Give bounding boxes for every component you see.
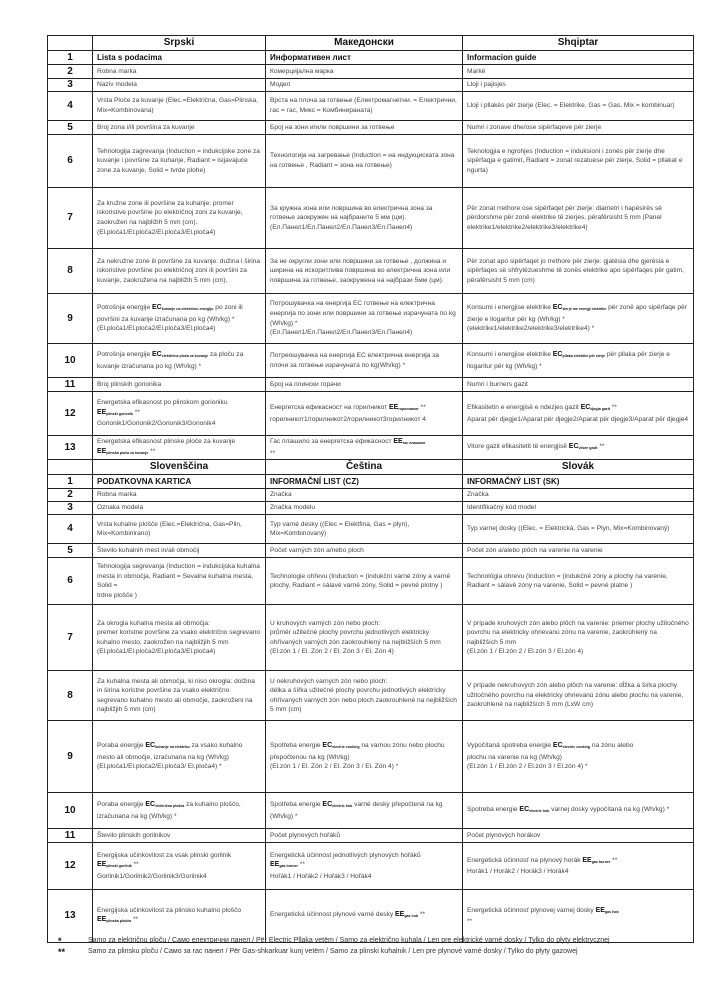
energy-symbol-subscript: zierje me energji elektrike (562, 307, 607, 312)
table-row (48, 135, 694, 188)
table-cell: Модел (266, 79, 463, 92)
row-number: 9 (48, 721, 93, 793)
cell-text: varné desky přepočtená na kg (Wh/kg) * (270, 801, 443, 820)
table-cell: PODATKOVNA KARTICA (93, 475, 266, 489)
table-cell (266, 392, 463, 436)
language-header: Čeština (266, 460, 463, 475)
cell-text: Konsumi i energjise elektrike (467, 304, 553, 312)
cell-text: ** Horák1 / Horák2 / Horák3 / Horák4 (467, 856, 618, 876)
table-row (48, 544, 694, 558)
cell-text: ** (597, 442, 605, 450)
footnote-double-asterisk (52, 947, 692, 957)
language-header: Slovenščina (93, 460, 266, 475)
table-row (48, 721, 694, 793)
row-number: 5 (48, 544, 93, 558)
table-cell: Broj zona i/ili površina za kuvanje (93, 121, 266, 135)
cell-text: Energetska efikasnost plinske ploče za kuvanje (97, 438, 236, 445)
energy-symbol: EC (322, 742, 333, 750)
table-row (48, 829, 694, 843)
table-cell: Typ varnej dosky ((Elec. = Elektrická, Gas = Plyn, Mix=Kombinovaný) (463, 515, 694, 544)
language-header: Srpski (93, 36, 266, 51)
table-cell: Информативен лист (266, 51, 463, 65)
table-row (48, 188, 694, 249)
energy-symbol-subscript: gas burner (591, 859, 611, 864)
table-cell: Število kuhalnih mest in/ali območij (93, 544, 266, 558)
cell-text: ** Aparat për djegje1/Aparat për djegje2/Aparat për djegje3/Aparat për djegje4 (467, 403, 689, 423)
table-cell (93, 890, 266, 943)
energy-symbol-subscript: električna plošča (155, 804, 185, 809)
energy-symbol-subscript: electric hob (529, 808, 550, 813)
cell-text: Spotřeba energie (270, 742, 323, 750)
table-cell: Број на зони и/или површини за готвење (266, 121, 463, 135)
table-cell: Technologie ohřevu (Induction = (indukční varné zóny a varné plochy, Radiant = sálavé varné zóny, Solid = pevné plotny ) (266, 558, 463, 605)
table-cell: Vrsta kuhalne plošče (Elec.=Električna, Gas=Plin, Mix=Kombinirano) (93, 515, 266, 544)
table-row (48, 92, 694, 121)
cell-text: Vypočítaná spotreba energie (467, 742, 553, 750)
cell-text: Poraba energije (97, 801, 146, 809)
table-cell: Za kružne zone ili površine za kuhanje: promer iskoristive površine po električnoj zoni za kuvanje, zaokružen na najbližih 5 mm (cm). (El.ploča1/El.ploča2/El.ploča3/El.ploča4) (93, 188, 266, 249)
table-cell: Број на плински горачи (266, 378, 463, 392)
table-cell (266, 890, 463, 943)
row-number: 4 (48, 515, 93, 544)
cell-text: ** горилникот1/горилникот2/горилникот3горилникот 4 (270, 403, 426, 423)
row-number: 1 (48, 51, 93, 65)
cell-text: Potrošnja energije (97, 350, 152, 358)
energy-symbol: EC (151, 304, 162, 312)
cell-text: Energetická účinnosť na plynový horák (467, 856, 583, 864)
table-cell: Markë (463, 65, 694, 79)
energy-symbol: EC (552, 742, 563, 750)
table-cell: U nekruhových varných zón nebo ploch: délka a šířka užitečné plochy povrchu jednotlivých elektricky ohřívaných varných zón nebo ploch zaokrouhlené na nejbližších 5 mm (cm) (266, 671, 463, 721)
cell-text: ** (467, 918, 473, 926)
language-header: Shqiptar (463, 36, 694, 51)
row-number: 12 (48, 392, 93, 436)
energy-symbol-subscript: горилникот (398, 406, 419, 411)
energy-symbol: EE (395, 911, 405, 919)
language-header-row (48, 36, 694, 51)
energy-symbol-subscript: gas hob (604, 909, 619, 914)
energy-symbol: EC (552, 350, 563, 358)
empty-header-cell (48, 36, 93, 51)
cell-text: ** Gorionik1/Gorionik2/Gorionik3/Gorionik4 (97, 408, 216, 428)
cell-text: ** (148, 447, 156, 455)
table-row (48, 558, 694, 605)
cell-text: Vitore gazit efikasitetit të energjisë (467, 442, 569, 450)
energy-symbol: EC (322, 801, 333, 809)
energy-symbol: EE (97, 447, 107, 455)
table-cell (463, 294, 694, 344)
cell-text: Energetická účinnost plynové varné desky (270, 911, 395, 919)
table-row (48, 121, 694, 135)
table-cell: INFORMAČNÝ LIST (SK) (463, 475, 694, 489)
cell-text: ** Gorilnik1/Gorilnik2/Gorilnik3/Gorilnik4 (97, 861, 207, 880)
product-info-table (47, 35, 694, 943)
cell-text: Energijska učinkovitost za plinsko kuhalno ploščo (97, 906, 242, 914)
row-number: 8 (48, 249, 93, 294)
table-row (48, 843, 694, 890)
row-number: 3 (48, 502, 93, 515)
table-cell (463, 843, 694, 890)
energy-symbol-subscript: plinski gorionik (106, 411, 133, 416)
cell-text: Energetická účinnosť plynovej varnej dosky (467, 906, 596, 914)
table-row (48, 605, 694, 671)
energy-symbol-subscript: gas hob (404, 914, 419, 919)
energy-symbol: EE (582, 856, 592, 864)
table-row (48, 793, 694, 829)
table-cell: Typ varné desky ((Elec = Elektfina, Gas = plyn), Mix=Kombinovaný) (266, 515, 463, 544)
energy-symbol: EE (97, 861, 107, 869)
cell-text: Energetická účinnost jednotlivých plynových hořáků (270, 851, 421, 859)
energy-symbol-subscript: гас плашило (402, 441, 426, 445)
table-row (48, 475, 694, 489)
table-cell: Oznaka modela (93, 502, 266, 515)
footnote-text: Samo za električnu ploču / Само електрични панел / Për Electric Pllaka vetëm / Samo za električno kuhala / Len pre elektrické varné dosky / Tylko do płyty elektrycznej (88, 937, 610, 944)
table-cell: Технологија на загревање (Induction = на индукциската зона на готвење , Radiant = зона на готвење) (266, 135, 463, 188)
energy-symbol: EE (97, 916, 107, 924)
table-row (48, 890, 694, 943)
cell-text: ** (418, 911, 426, 919)
table-cell: U kruhových varných zón nebo ploch: průměr užitečné plochy povrchu jednotlivých elektricky ohřívaných varných zón zaokrouhlený na nejbližších 5 mm (El.zón 1 / El. Zón 2 / El. Zón 3 / El. Zón 4) (266, 605, 463, 671)
energy-symbol: EC (580, 403, 591, 411)
table-cell: Lloji i pajisjes (463, 79, 694, 92)
cell-text: za ploču za kuvanje izračunana po kg (Wh/kg) * (97, 350, 244, 370)
energy-symbol-subscript: plinska ploča za kuvanje (106, 450, 149, 455)
table-cell: Informacion guide (463, 51, 694, 65)
row-number: 7 (48, 188, 93, 249)
table-cell: Počet zón a/alebo plôch na varenie na varenie (463, 544, 694, 558)
table-row (48, 344, 694, 378)
table-cell: V prípade nekruhových zón alebo plôch na varenie: dĺžka a šírka plochy užitočného povrchu na elektricky ohrievanú zónu alebo plochu na varenie, zaokrúhlené na najbližších 5 mm (LxW cm) (463, 671, 694, 721)
footnote-mark: * (58, 936, 62, 946)
cell-text: za kuhalno ploščo, izračunana na kg (Wh/kg) * (97, 801, 241, 820)
row-number: 11 (48, 829, 93, 843)
table-cell: Për zonat apo sipërfaqet jo rrethore për zierje: gjatësia dhe gjerësia e sipërfaqes së shfrytëzueshme të zonës elektrike apo sipërfaqes për gatim, përafërsisht 5 mm (cm) (463, 249, 694, 294)
table-cell: Vrsta Ploče za kuvanje (Elec.=Električna, Gas=Plinska, Mix=Kombinovana) (93, 92, 266, 121)
table-cell (463, 392, 694, 436)
cell-text: Spotřeba energie (270, 801, 323, 809)
footnote-text: Samo za plinsku ploču / Само за гас панел / Për Gas-shkarkuar kunj vetëm / Samo za plinski kuhalnik / Len pre plynové varné dosky / Tylko do płyty gazowej (88, 948, 578, 955)
row-number: 6 (48, 135, 93, 188)
table-cell: Za okrogla kuhalna mesta ali območja: premer koristne površine za vsako električno segrevano kuhalno mesto, zaokrožen na najbližjih 5 mm (El.ploča1/El.ploča2/El.ploča3/El.ploča4) (93, 605, 266, 671)
energy-symbol-subscript: kuhanje na elektriko (155, 745, 190, 750)
table-cell: Naziv modela (93, 79, 266, 92)
empty-header-cell (48, 460, 93, 475)
table-cell: Robna marka (93, 65, 266, 79)
table-cell: Število plinskih gorilnikov (93, 829, 266, 843)
table-cell: Za nekružne zone ili površine za kuvanje: dužina i širina iskoristive površine po električnoj zoni ili površini za kuvanje, zaokružena na najbližih 5 mm (cm). (93, 249, 266, 294)
cell-text: Energijska učinkovitost za vsak plinski gorilnik (97, 851, 232, 859)
energy-symbol-subscript: električna ploča za kuvanje (161, 353, 209, 358)
table-row (48, 294, 694, 344)
cell-text: për zonë apo sipërfaqe për zierje e llogaritur për kg (Wh/kg) * (elektrike1/elektrike2/elektrike3/elektrike4) * (467, 304, 687, 333)
energy-symbol-subscript: plinski gorilnik (106, 864, 132, 869)
energy-symbol-subscript: djegia gazit (590, 406, 610, 411)
energy-symbol: EC (151, 350, 162, 358)
row-number: 6 (48, 558, 93, 605)
table-cell: Numri i zonave dhe/ose sipërfaqeve për zierje (463, 121, 694, 135)
table-row (48, 502, 694, 515)
table-cell: За не округли зони или површини за готвење , должина и ширина на искоритлива површина во електрична зона или површина за готвење, заокружена на најбрази 5мм (цм). (266, 249, 463, 294)
table-cell: Tehnologija zagrevanja (Induction = indukcijske zone za kuvanje i površine za kuhanje, Radiant = isijavajuće zone za kuvanje, Solid = tvrde plohe) (93, 135, 266, 188)
row-number: 4 (48, 92, 93, 121)
row-number: 12 (48, 843, 93, 890)
cell-text: Energetska efikasnost po plinskom gorioniku (97, 399, 228, 407)
table-row (48, 671, 694, 721)
table-cell (463, 721, 694, 793)
energy-symbol: EC (519, 805, 530, 813)
table-cell (93, 436, 266, 460)
row-number: 10 (48, 344, 93, 378)
table-cell: Broj plinskih gorionika (93, 378, 266, 392)
table-cell: Za kuhalna mesta ali območja, ki niso okrogla: dolžina in širina koristne površine za vsako električno segrevano kuhalno mesto ali območje, zaokroženi na najbližjih 5 mm (cm) (93, 671, 266, 721)
cell-text: për pllaka për zierje e llogaritur për kg (Wh/kg) * (467, 350, 670, 370)
energy-symbol-subscript: electric cooking (332, 745, 360, 750)
table-row (48, 489, 694, 502)
table-cell: Numri i burners gazit (463, 378, 694, 392)
energy-symbol: EC (145, 801, 156, 809)
row-number: 2 (48, 65, 93, 79)
table-row (48, 378, 694, 392)
row-number: 5 (48, 121, 93, 135)
table-cell (93, 392, 266, 436)
energy-symbol: EC (145, 742, 156, 750)
row-number: 7 (48, 605, 93, 671)
table-cell: Lista s podacima (93, 51, 266, 65)
cell-text: za vsako kuhalno mesto ali območje, izračunana na kg (Wh/kg) (El.ploča1/El.ploča2/El.ploča3/ El.ploča4) * (97, 742, 243, 771)
energy-symbol-subscript: gas burner (279, 864, 298, 869)
table-row (48, 249, 694, 294)
cell-text: Енергетска ефикасност на горилникот (270, 403, 390, 411)
footnote-single-asterisk (52, 936, 692, 946)
table-cell: Počet plynových horákov (463, 829, 694, 843)
row-number: 13 (48, 436, 93, 460)
cell-text: varnej dosky vypočítaná na kg (Wh/kg) * (549, 805, 670, 813)
table-row (48, 392, 694, 436)
energy-symbol: EE (97, 408, 107, 416)
row-number: 9 (48, 294, 93, 344)
energy-symbol-subscript: pllaka elektrike për zierje (562, 353, 606, 358)
cell-text: Гас плашило за енергетска ефикасност (270, 438, 394, 445)
table-cell: Потреошувачка на енергија ЕС електрична енергија за плочи за готвење изрaчуната по kg(Wh/kg) * (266, 344, 463, 378)
footnote-mark: ** (58, 947, 66, 957)
table-cell: За кружна зона или површина во електрична зона за готвење заокружен на најбраните 5 мм (цм). (Ел.Панел1/Ел.Панел2/Ел.Панел3/Ел.Панел4) (266, 188, 463, 249)
table-cell (266, 793, 463, 829)
cell-text: Potrošnja energije (97, 304, 152, 312)
table-cell (93, 294, 266, 344)
table-cell: Počet plynových hořáků (266, 829, 463, 843)
table-cell: Врста на плоча за готвење (Електромагнетни. = Електрични, гас = гас, Микс = Комбинирaната) (266, 92, 463, 121)
table-cell: Комерцијална марка (266, 65, 463, 79)
table-cell (266, 843, 463, 890)
table-cell: INFORMAČNÍ LIST (CZ) (266, 475, 463, 489)
language-header-row (48, 460, 694, 475)
language-header: Македонски (266, 36, 463, 51)
row-number: 3 (48, 79, 93, 92)
table-cell: Lloji i pllakës për zierje (Elec. = Elektrike, Gas = Gas, Mix = kombinuar) (463, 92, 694, 121)
energy-symbol-subscript: electric cooking (562, 745, 591, 750)
table-row (48, 436, 694, 460)
row-number: 1 (48, 475, 93, 489)
energy-symbol: EE (393, 438, 403, 445)
table-cell (463, 436, 694, 460)
table-cell: Počet varných zón a/nebo ploch (266, 544, 463, 558)
cell-text: na zónu alebo plochu na varenie na kg (Wh/kg) (El.zón 1 / El.zón 2 / El.zón 3 / El.zón 4) * (467, 742, 634, 771)
table-row (48, 65, 694, 79)
energy-symbol: EE (595, 906, 605, 914)
table-cell (463, 793, 694, 829)
energy-symbol-subscript: vitore gazit (578, 445, 598, 450)
table-cell: Tehnologija segrevanja (Induction = indukcijska kuhalna mesta in območja, Radiant = Sevalna kuhalna mesta, Solid = trdne plošče ) (93, 558, 266, 605)
cell-text: ** (131, 916, 139, 924)
energy-symbol: EC (552, 304, 563, 312)
row-number: 2 (48, 489, 93, 502)
cell-text: ** (270, 449, 276, 457)
table-cell: V prípade kruhových zón alebo plôch na varenie: priemer plochy užitočného povrchu na elektricky ohrievanú zónu na varenie, zaokrúhlený na najbližších 5 mm (El.zón 1 / El.zón 2 / El.zón 3 / El.zón 4) (463, 605, 694, 671)
table-cell (266, 436, 463, 460)
table-cell: Потрошувачка на енергија ЕС готвење на електрична енергија по зони или површини за готвење изрaчуната по kg (Wh/kg) * (Ел.Панел1/Ел.Панел2/Ел.Панел3/Ел.Панел4) (266, 294, 463, 344)
cell-text: Efikasitetin e energjisë e ndezjes gazit (467, 403, 581, 411)
energy-symbol-subscript: electric hob (332, 804, 353, 809)
table-cell: Robna marka (93, 489, 266, 502)
cell-text: po zoni ili površini za kuvanje izračunana po kg (Wh/kg) * (El.ploča1/El.ploča2/El.ploča3/El.ploča4) (97, 304, 243, 333)
table-cell (463, 890, 694, 943)
table-cell (93, 843, 266, 890)
table-row (48, 515, 694, 544)
table-cell: Teknologjia e ngrohjes (Induction = induksioni i zonës për zierje dhe sipërfaqja e gatimit, Radiant = zonat rezatuese për zierje, Solid = pllakat e ngurta) (463, 135, 694, 188)
table-row (48, 79, 694, 92)
energy-symbol-subscript: kuhanje na električnu energiju (161, 307, 214, 312)
table-row (48, 51, 694, 65)
table-cell: Značka (266, 489, 463, 502)
row-number: 11 (48, 378, 93, 392)
row-number: 10 (48, 793, 93, 829)
table-cell: Identifikačný kód model (463, 502, 694, 515)
energy-symbol: EE (270, 861, 280, 869)
energy-symbol-subscript: plinska plošča (106, 919, 132, 924)
energy-symbol: EE (389, 403, 399, 411)
table-cell: Për zonat rrethore ose sipërfaqet për zierje: diametri i hapësirës së përdorshme për zonë elektrike të zierjes, përafërsisht 5 mm (Panel elektrike1/elektrike2/elektrike3/elektrike4) (463, 188, 694, 249)
cell-text: na varnou zónu nebo plochu přepočtenou na kg (Wh/kg) (El.zón 1 / El. Zón 2 / El. Zón 3 / El. Zón 4) * (270, 742, 445, 771)
cell-text: ** Hořák1 / Hořák2 / Hořák3 / Hořák4 (270, 861, 372, 880)
table-cell (266, 721, 463, 793)
table-cell (93, 344, 266, 378)
cell-text: Konsumi i energjise elektrike (467, 350, 553, 358)
table-cell: Technológia ohrevu (Induction = (indukčné zóny a plochy na varenie, Radiant = sálavé zóny na varenie, Solid = pevné platne ) (463, 558, 694, 605)
table-cell: Značka (463, 489, 694, 502)
row-number: 8 (48, 671, 93, 721)
language-header: Slovák (463, 460, 694, 475)
cell-text: Spotreba energie (467, 805, 520, 813)
footnotes (52, 936, 692, 958)
table-cell (93, 793, 266, 829)
table-cell (93, 721, 266, 793)
cell-text: Poraba energije (97, 742, 146, 750)
table-cell: Značka modelu (266, 502, 463, 515)
energy-symbol: EC (568, 442, 579, 450)
table-cell (463, 344, 694, 378)
row-number: 13 (48, 890, 93, 943)
